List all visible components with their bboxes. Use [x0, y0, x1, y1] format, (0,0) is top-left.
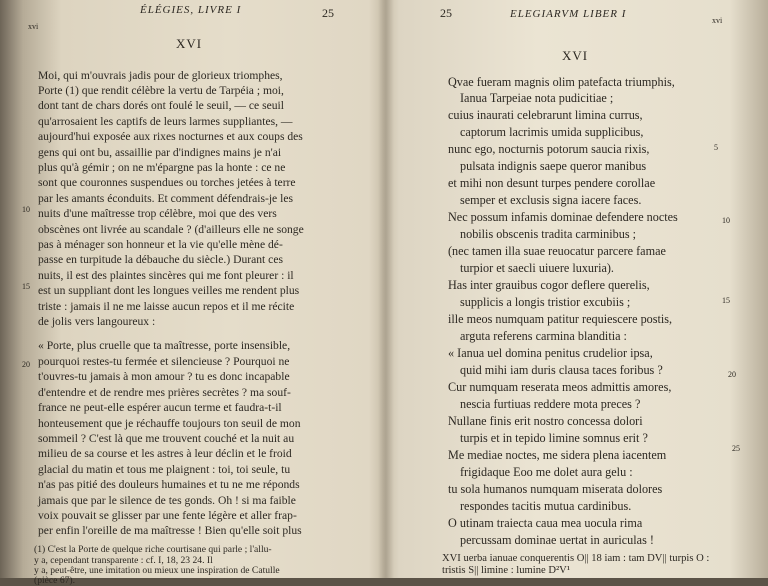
- line-number: 15: [722, 296, 730, 305]
- prose-line: glacial du matin et tous me plaignent : toi, toi seule, tu: [38, 463, 291, 476]
- verse-line: quid mihi iam duris clausa taces foribus ?: [460, 363, 663, 377]
- line-number: 20: [728, 370, 736, 379]
- verse-line: Ianua Tarpeiae nota pudicitiae ;: [460, 91, 614, 105]
- prose-line: france ne peut-elle espérer aucun terme et faudra-t-il: [38, 401, 282, 414]
- prose-line: Porte (1) que rendit célèbre la vertu de Tarpéia ; moi,: [38, 84, 284, 97]
- verse-line: O utinam traiecta caua mea uocula rima: [448, 516, 643, 530]
- verse-line: respondes tacitis mutua cardinibus.: [460, 499, 632, 513]
- verse-line: turpis et in tepido limine somnus erit ?: [460, 431, 648, 445]
- prose-line: plus qu'à gémir ; on ne m'épargne pas la honte : ce ne: [38, 161, 286, 174]
- prose-line: gens qui ont bu, assaillie par d'indignes mains je n'ai: [38, 146, 282, 159]
- prose-line: de jolis vers langoureux :: [38, 315, 156, 328]
- right-section-title: XVI: [562, 48, 589, 63]
- prose-line: nuits, il est des plaintes sincères qui me font pleurer : il: [38, 269, 294, 282]
- prose-line: pourquoi restes-tu fermée et silencieuse ? Pourquoi ne: [38, 355, 290, 368]
- verse-line: Me mediae noctes, me sidera plena iacentem: [448, 448, 667, 462]
- verse-line: frigidaque Eoo me dolet aura gelu :: [460, 465, 633, 479]
- verse-line: Nec possum infamis dominae defendere noctes: [448, 210, 678, 224]
- prose-line: triste : jamais il ne me laisse aucun repos et il me récite: [38, 300, 295, 313]
- prose-line: honteusement que je réchauffe toujours ton seuil de mon: [38, 417, 301, 430]
- verse-line: semper et exclusis signa iacere faces.: [460, 193, 642, 207]
- left-page-number: 25: [322, 6, 334, 20]
- verse-line: (nec tamen illa suae reuocatur parcere famae: [448, 244, 666, 258]
- verse-line: captorum lacrimis umida supplicibus,: [460, 125, 644, 139]
- verse-line: Nullane finis erit nostro concessa dolori: [448, 414, 643, 428]
- prose-line: par les amants éconduits. Et comment défendrais-je les: [38, 192, 293, 205]
- right-corner-mark: xvi: [712, 16, 723, 25]
- prose-line: d'entendre et de rendre mes prières secrètes ? ma souf-: [38, 386, 291, 399]
- prose-line: Moi, qui m'ouvrais jadis pour de glorieux triomphes,: [38, 69, 283, 82]
- prose-line: obscènes ont livrée au scandale ? (d'ailleurs elle ne songe: [38, 223, 304, 236]
- verse-line: « Ianua uel domina penitus crudelior ipsa,: [448, 346, 653, 360]
- footnote-line: y a, peut-être, une imitation ou mieux une inspiration de Catulle: [34, 565, 280, 576]
- right-page: [392, 0, 768, 578]
- footnote-line: (1) C'est la Porte de quelque riche courtisane qui parle ; l'allu-: [34, 544, 272, 555]
- prose-line: sont que couronnes suspendues ou torches jetées à terre: [38, 176, 296, 189]
- verse-line: cuius inaurati celebrarunt limina currus,: [448, 108, 643, 122]
- verse-line: Has inter grauibus cogor deflere querelis,: [448, 278, 650, 292]
- line-number: 15: [22, 282, 30, 291]
- footnote-line: (pièce 67).: [34, 575, 76, 586]
- prose-line: sommeil ? C'est là que me trouvent couché et la nuit au: [38, 432, 295, 445]
- verse-line: ille meos numquam patitur requiescere postis,: [448, 312, 673, 326]
- prose-line: dont tant de chars dorés ont foulé le seuil, — ce seuil: [38, 99, 284, 112]
- prose-line: « Porte, plus cruelle que ta maîtresse, porte insensible,: [38, 339, 291, 352]
- verse-line: supplicis a longis tristior excubiis ;: [460, 295, 631, 309]
- prose-line: qu'arrosaient les captifs de leurs larmes suppliantes, —: [38, 115, 293, 128]
- verse-line: turpior et saecli uiuere luxuria).: [460, 261, 614, 275]
- prose-line: n'as pas pitié des douleurs humaines et tu ne me réponds: [38, 478, 300, 491]
- verse-line: pulsata indignis saepe queror manibus: [460, 159, 647, 173]
- prose-line: est un suppliant dont les longues veilles me rendent plus: [38, 284, 300, 297]
- prose-line: nuits d'une maîtresse trop célèbre, moi que des vers: [38, 207, 277, 220]
- line-number: 25: [732, 444, 740, 453]
- verse-line: tu sola humanos numquam miserata dolores: [448, 482, 663, 496]
- verse-line: Cur numquam reserata meos admittis amores,: [448, 380, 672, 394]
- right-page-number: 25: [440, 6, 452, 20]
- verse-line: percussam dominae uertat in auriculas !: [460, 533, 654, 547]
- line-number: 10: [722, 216, 730, 225]
- apparatus-line: XVI uerba ianuae conquerentis O|| 18 iam : tam DV|| turpis O :: [442, 553, 710, 564]
- left-section-title: XVI: [176, 36, 203, 51]
- left-corner-mark: xvi: [28, 22, 39, 31]
- prose-line: milieu de sa course et les astres à leur déclin et le froid: [38, 447, 292, 460]
- verse-line: nescia furtiuas reddere mota preces ?: [460, 397, 641, 411]
- right-running-head: ELEGIARVM LIBER I: [510, 8, 627, 20]
- apparatus-line: tristis S|| limine : lumine D²V¹: [442, 565, 571, 576]
- prose-line: passe en turpitude la débauche du siècle.) Durant ces: [38, 253, 283, 266]
- prose-line: per enfin l'oreille de ma maîtresse ! Bien qu'elle soit plus: [38, 524, 302, 537]
- line-number: 5: [714, 143, 718, 152]
- prose-line: jamais que par le silence de tes gonds. Oh ! si ma faible: [38, 494, 296, 507]
- verse-line: et mihi non desunt turpes pendere corollae: [448, 176, 656, 190]
- prose-line: pas à ménager son honneur et la vie qu'elle mène dé-: [38, 238, 283, 251]
- left-running-head: ÉLÉGIES, LIVRE I: [140, 4, 242, 16]
- line-number: 10: [22, 205, 30, 214]
- verse-line: nobilis obscenis tradita carminibus ;: [460, 227, 637, 241]
- verse-line: arguta referens carmina blanditia :: [460, 329, 627, 343]
- verse-line: nunc ego, nocturnis potorum saucia rixis,: [448, 142, 650, 156]
- prose-line: aujourd'hui exposée aux rixes nocturnes et aux coups des: [38, 130, 303, 143]
- left-page: [0, 0, 380, 586]
- line-number: 20: [22, 360, 30, 369]
- footnote-line: y a, cependant transparente : cf. I, 18, 23 24. Il: [34, 555, 213, 566]
- prose-line: t'ouvres-tu jamais à mon amour ? tu es donc incapable: [38, 370, 290, 383]
- prose-line: voix pouvait se glisser par une fente légère et aller frap-: [38, 509, 297, 522]
- verse-line: Qvae fueram magnis olim patefacta triumphis,: [448, 75, 675, 89]
